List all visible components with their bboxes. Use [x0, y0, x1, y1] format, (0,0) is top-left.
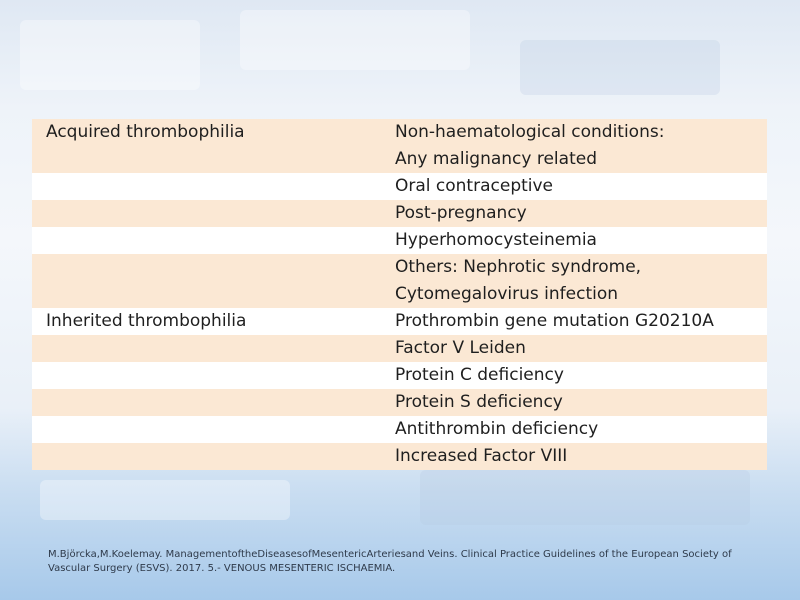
- background-decoration: [240, 10, 470, 70]
- table-row: [32, 119, 767, 146]
- condition-cell: Protein S deficiency: [383, 389, 767, 416]
- condition-cell: Cytomegalovirus infection: [383, 281, 767, 308]
- condition-cell: Antithrombin deficiency: [383, 416, 767, 443]
- table-row: [32, 335, 767, 362]
- table-row: [32, 173, 767, 200]
- condition-cell: Oral contraceptive: [383, 173, 767, 200]
- condition-cell: Any malignancy related: [383, 146, 767, 173]
- thrombophilia-table: [32, 119, 767, 470]
- reference-citation: [48, 548, 778, 576]
- table-row: [32, 281, 767, 308]
- condition-cell: Protein C deficiency: [383, 362, 767, 389]
- category-cell: [32, 335, 383, 362]
- background-decoration: [420, 470, 750, 525]
- category-cell: [32, 173, 383, 200]
- table-row: [32, 362, 767, 389]
- reference-line: Vascular Surgery (ESVS). 2017. 5.- VENOUS MESENTERIC ISCHAEMIA.: [48, 563, 396, 574]
- category-cell: [32, 200, 383, 227]
- table-row: [32, 254, 767, 281]
- condition-cell: Hyperhomocysteinemia: [383, 227, 767, 254]
- condition-cell: Non-haematological conditions:: [383, 119, 767, 146]
- table-row: [32, 443, 767, 470]
- table-row: [32, 200, 767, 227]
- category-cell: [32, 254, 383, 281]
- table-row: [32, 416, 767, 443]
- condition-cell: Post-pregnancy: [383, 200, 767, 227]
- table-row: [32, 146, 767, 173]
- condition-cell: Others: Nephrotic syndrome,: [383, 254, 767, 281]
- category-cell: [32, 227, 383, 254]
- category-cell: [32, 416, 383, 443]
- category-cell: [32, 443, 383, 470]
- condition-cell: Prothrombin gene mutation G20210A: [383, 308, 767, 335]
- condition-cell: Factor V Leiden: [383, 335, 767, 362]
- background-decoration: [20, 20, 200, 90]
- background-decoration: [40, 480, 290, 520]
- category-cell: [32, 146, 383, 173]
- table-row: [32, 308, 767, 335]
- reference-line: M.Björcka,M.Koelemay. ManagementoftheDiseasesofMesentericArteriesand Veins. Clinical Practice Guidelines of the European Society of: [48, 549, 732, 560]
- category-cell: [32, 389, 383, 416]
- category-cell: Acquired thrombophilia: [32, 119, 383, 146]
- category-cell: Inherited thrombophilia: [32, 308, 383, 335]
- category-cell: [32, 362, 383, 389]
- table-row: [32, 389, 767, 416]
- category-cell: [32, 281, 383, 308]
- background-decoration: [520, 40, 720, 95]
- condition-cell: Increased Factor VIII: [383, 443, 767, 470]
- table-row: [32, 227, 767, 254]
